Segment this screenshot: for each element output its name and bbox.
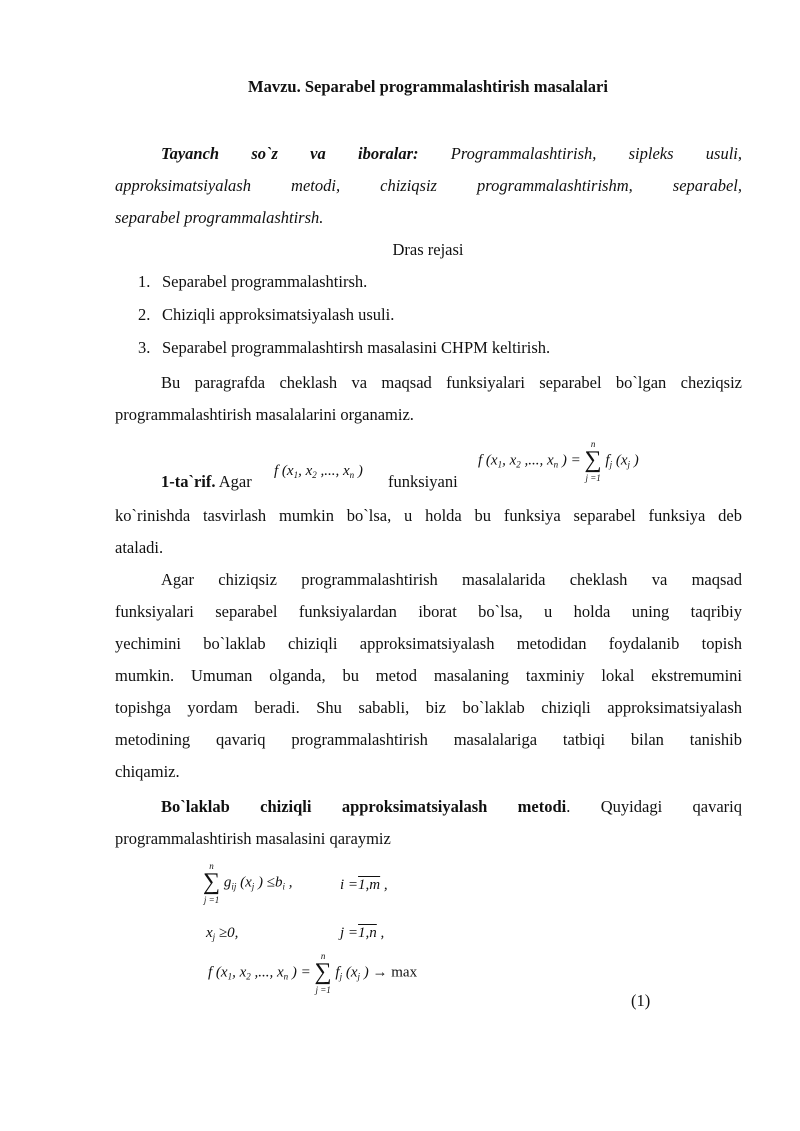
intro-line-2: programmalashtirish masalalarini organamiz.	[115, 405, 414, 424]
definition-agar: Agar	[218, 472, 252, 491]
keywords-line-3: separabel programmalashtirsh.	[115, 208, 324, 227]
plan-item	[138, 272, 367, 292]
equation-number: (1)	[631, 991, 651, 1010]
sum-upper-limit: n	[320, 951, 326, 961]
definition-label: 1-ta`rif.	[161, 472, 216, 491]
method-label: Bo`laklab chiziqli approksimatsiyalash metodi	[161, 797, 567, 816]
intro-line-1: Bu paragrafda cheklash va maqsad funksiyalari separabel bo`lgan cheziqsiz	[161, 373, 742, 392]
definition-label-group	[161, 472, 252, 492]
keywords-line-2: approksimatsiyalash metodi, chiziqsiz programmalashtirishm, separabel,	[115, 176, 742, 195]
sum-lower-limit: j =1	[585, 473, 601, 483]
formula-f-inline: f ($x_1$, $x_2$ ,..., $x_n$ )	[274, 463, 363, 480]
plan-item-number: 2.	[138, 305, 151, 324]
plan-item-text: Separabel programmalashtirsh.	[162, 272, 368, 291]
paragraph-line: metodining qavariq programmalashtirish masalalariga tatbiqi bilan tanishib	[115, 730, 742, 749]
keywords-line-1	[115, 138, 742, 171]
plan-item-text: Chiziqli approksimatsiyalash usuli.	[162, 305, 395, 324]
plan-item-number: 1.	[138, 272, 151, 291]
sum-upper-limit: n	[209, 861, 214, 871]
keywords-text-1: Programmalashtirish, sipleks usuli,	[450, 144, 743, 163]
paragraph-line: yechimini bo`laklab chiziqli approksimatsiyalash metodidan foydalanib topish	[115, 634, 742, 653]
formula-nonnegativity: $x_j \ge 0$,	[206, 925, 239, 942]
max-label: max	[391, 964, 418, 981]
method-line-1	[115, 791, 742, 824]
definition-line-3: ataladi.	[115, 538, 164, 557]
paragraph-line: topishga yordam beradi. Shu sababli, biz bo`laklab chiziqli approksimatsiyalash	[115, 698, 742, 717]
definition-line-2: ko`rinishda tasvirlash mumkin bo`lsa, u holda bu funksiya separabel funksiya deb	[115, 506, 742, 525]
plan-item	[138, 338, 550, 358]
paragraph-line: Agar chiziqsiz programmalashtirish masalalarida cheklash va maqsad	[161, 570, 742, 589]
plan-item-text: Separabel programmalashtirsh masalasini CHPM keltirish.	[162, 338, 551, 357]
plan-item	[138, 305, 394, 325]
paragraph-line: chiqamiz.	[115, 762, 180, 781]
paragraph-line: funksiyalari separabel funksiyalardan iborat bo`lsa, u holda uning taqribiy	[115, 602, 742, 621]
formula-index-j: j =1,n ,	[340, 925, 385, 941]
formula-separable-definition: f ($x_1$, $x_2$ ,..., $x_n$ ) = n ∑ j =1 $f_j$ ($x_j$ )	[478, 439, 639, 483]
formula-index-i: i =1,m ,	[340, 877, 388, 893]
method-line-2: programmalashtirish masalasini qaraymiz	[115, 829, 391, 848]
formula-constraint-g: n ∑ j =1 $g_{ij}$ ($x_j$ ) $\le b_i$ ,	[203, 861, 293, 905]
definition-funksiyani: funksiyani	[388, 472, 458, 491]
plan-item-number: 3.	[138, 338, 151, 357]
summation-symbol: n ∑ j =1	[203, 861, 221, 905]
sum-lower-limit: j =1	[315, 985, 331, 995]
summation-symbol: n ∑ j =1	[314, 951, 332, 995]
sum-upper-limit: n	[590, 439, 596, 449]
page-title: Mavzu. Separabel programmalashtirish masalalari	[248, 77, 608, 96]
paragraph-line: mumkin. Umuman olganda, bu metod masalaning taxminiy lokal ekstremumini	[115, 666, 742, 685]
formula-objective: f ($x_1$, $x_2$ ,..., $x_n$ ) = n ∑ j =1 $f_j$ ($x_j$ ) → max	[208, 951, 418, 995]
plan-heading: Dras rejasi	[392, 240, 464, 259]
summation-symbol: n ∑ j =1	[584, 439, 602, 483]
method-after-label: . Quyidagi qavariq	[566, 797, 742, 816]
sum-lower-limit: j =1	[203, 895, 220, 905]
keywords-label: Tayanch so`z va iboralar:	[161, 144, 419, 163]
